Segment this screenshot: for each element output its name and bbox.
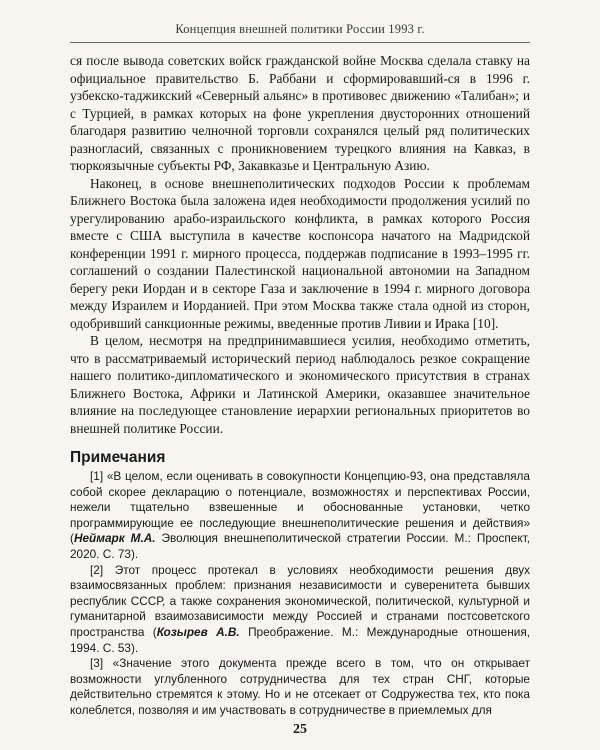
note-2-citation: Преображение. М.: Международные отношения, 1994. С. 53). — [70, 624, 530, 655]
header-rule — [70, 42, 530, 43]
body-paragraph-1: ся после вывода советских войск гражданской войне Москва сделала ставку на официальное правительство Б. Раббани и сформировавший-ся в 1996 г. узбекско-таджикский «Северный альянс» в противовес движению «Талибан»; и с Турцией, в рамках которых на фоне укрепления двусторонних отношений благодаря развитию челночной торговли сохранялся целый ряд политических разногласий, связанных с проникновением турецкого влияния на Кавказ, в тюркоязычные субъекты РФ, Закавказье и Центральную Азию. — [70, 53, 530, 173]
running-header: Концепция внешней политики России 1993 г. — [175, 22, 425, 36]
note-3-text: [3] «Значение этого документа прежде всего в том, что он открывает возможности углубленного сотрудничества для тех стран СНГ, которые действительно стремятся к этому. Но и не отсекает от Содружества тех, кто пока колеблется, позволяя и им участвовать в сотрудничестве в приемлемых для — [70, 656, 530, 717]
note-3 — [70, 656, 530, 718]
page-body — [70, 52, 530, 719]
note-2-author: Козырев А.В. — [156, 624, 240, 639]
note-1-citation: Эволюция внешнеполитической стратегии России. М.: Проспект, 2020. С. 73). — [70, 531, 530, 561]
note-2-text: [2] Этот процесс протекал в условиях необходимости решения двух взаимосвязанных проблем: признания независимости и суверенитета бывших республик СССР, а также сохранения экономической, политической, культурной и гуманитарной взаимозависимости между Россией и странами постсоветского пространства ( — [70, 562, 530, 639]
note-2 — [70, 563, 530, 657]
note-1 — [70, 469, 530, 563]
page-number: 25 — [293, 722, 307, 737]
note-1-author: Неймарк М.А. — [73, 531, 156, 546]
body-paragraph-2: Наконец, в основе внешнеполитических подходов России к проблемам Ближнего Востока была заложена идея необходимости продолжения усилий по урегулированию арабо-израильского конфликта, в рамках которого Россия вместе с США выступила в качестве коспонсора начатого на Мадридской конференции 1991 г. мирного процесса, поддержав подписание в 1993–1995 гг. соглашений о создании Палестинской национальной автономии на Западном берегу реки Иордан и в секторе Газа и заключение в 1994 г. мирного договора между Израилем и Иорданией. При этом Москва также стала одной из сторон, одобривший санкционные режимы, введенные против Ливии и Ирака [10]. — [70, 175, 530, 331]
note-1-text: [1] «В целом, если оценивать в совокупности Концепцию-93, она представляла собой скорее декларацию о потенциале, возможностях и перспективах России, нежели тщательно взвешенные и обоснованные установки, четко программирующие ее последующие внешнеполитические решения и действия» ( — [70, 469, 530, 546]
body-paragraph-3: В целом, несмотря на предпринимавшиеся усилия, необходимо отметить, что в рассматриваемый исторический период наблюдалось резкое сокращение нашего политико-дипломатического и экономического присутствия в странах Ближнего Востока, Африки и Латинской Америки, оказавшее значительное влияние на последующее становление иерархии региональных приоритетов во внешней политике России. — [70, 333, 530, 436]
notes-list — [70, 469, 530, 719]
notes-title: Примечания — [70, 449, 166, 466]
